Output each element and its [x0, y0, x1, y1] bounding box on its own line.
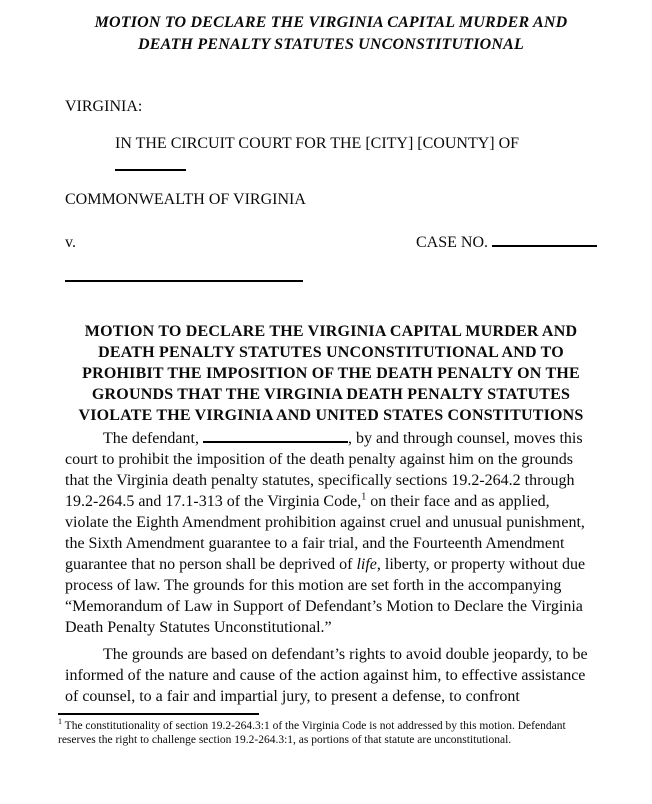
footnote — [58, 717, 597, 747]
paragraph-motion-body — [65, 428, 597, 638]
motion-title-line-2: DEATH PENALTY STATUTES UNCONSTITUTIONAL AND TO — [98, 344, 564, 361]
versus-row — [65, 232, 597, 251]
defendant-name-inline-blank — [203, 428, 348, 443]
paragraph-text-segment: on their face and as applied, violate the Eighth Amendment prohibition against cruel and unusual punishment, the Sixth Amendment guarantee to a fair trial, and the Fourteenth Amendment guarantee that no person shall be deprived of — [65, 493, 585, 573]
caption-plaintiff: COMMONWEALTH OF VIRGINIA — [65, 191, 306, 208]
italic-word-life: life — [356, 556, 377, 573]
paragraph-text-segment: , by and through counsel, moves this court to prohibit the imposition of the death penalty against him on the grounds that the Virginia death penalty statutes, specifically sections 19.2-264.2 through 19.2-264.5 and 17.1-313 of the Virginia Code, — [65, 430, 583, 510]
caption-state: VIRGINIA: — [65, 98, 143, 115]
versus-label: v. — [65, 234, 76, 251]
motion-title-line-5: VIOLATE THE VIRGINIA AND UNITED STATES CONSTITUTIONS — [78, 407, 584, 424]
running-header — [65, 12, 597, 56]
defendant-name-blank-line — [65, 280, 303, 282]
motion-title-line-3: PROHIBIT THE IMPOSITION OF THE DEATH PENALTY ON THE — [82, 365, 580, 382]
paragraph-grounds: The grounds are based on defendant’s rights to avoid double jeopardy, to be informed of the nature and cause of the action against him, to effective assistance of counsel, to a fair and impartial jury, to present a defense, to confront — [65, 646, 588, 705]
running-header-line-2: DEATH PENALTY STATUTES UNCONSTITUTIONAL — [137, 36, 525, 53]
footnote-number: 1 — [58, 717, 62, 727]
motion-title-line-4: GROUNDS THAT THE VIRGINIA DEATH PENALTY STATUTES — [91, 386, 571, 403]
paragraph-text-segment: , liberty, or property without due process of law. The grounds for this motion are set forth in the accompanying “Memorandum of Law in Support of Defendant’s Motion to Declare the Virginia Death Penalty Statutes Unconstitutional.” — [65, 556, 586, 636]
city-county-blank-line — [115, 169, 186, 171]
case-number-group — [416, 232, 597, 251]
case-number-blank-line — [492, 232, 597, 247]
footnote-text: The constitutionality of section 19.2-264.3:1 of the Virginia Code is not addressed by this motion. Defendant reserves the right to challenge section 19.2-264.3:1, as portions of that statute are unconstitutional. — [58, 720, 566, 746]
motion-title — [65, 321, 597, 426]
motion-title-line-1: MOTION TO DECLARE THE VIRGINIA CAPITAL MURDER AND — [84, 323, 578, 340]
footnote-reference-marker: 1 — [361, 491, 367, 503]
case-number-label: CASE NO. — [415, 234, 488, 251]
caption-court-line: IN THE CIRCUIT COURT FOR THE [CITY] [COUNTY] OF — [115, 135, 520, 152]
running-header-line-1: MOTION TO DECLARE THE VIRGINIA CAPITAL MURDER AND — [94, 14, 568, 31]
footnote-separator-line — [58, 713, 259, 715]
paragraph-text-segment: The defendant, — [103, 430, 199, 447]
